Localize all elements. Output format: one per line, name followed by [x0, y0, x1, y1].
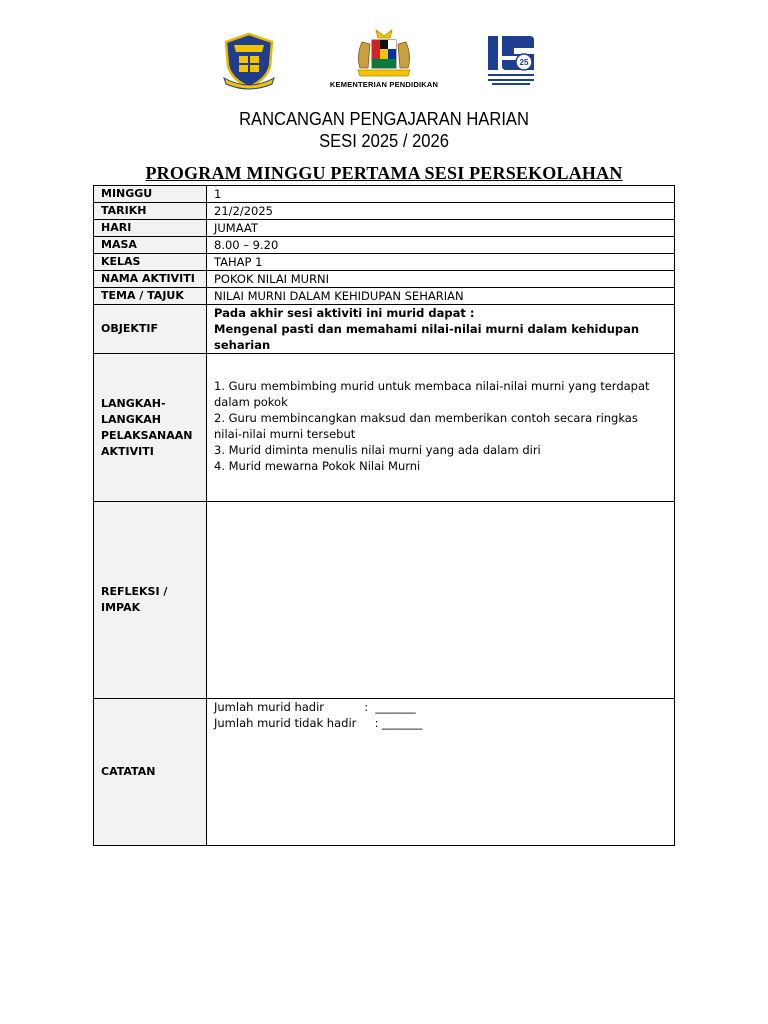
- step-item: 2. Guru membincangkan maksud dan memberikan contoh secara ringkas nilai-nilai murni tersebut: [214, 411, 638, 441]
- label-refleksi-line: IMPAK: [101, 601, 141, 614]
- label-langkah-line: LANGKAH: [101, 412, 162, 426]
- objektif-text: Mengenal pasti dan memahami nilai-nilai murni dalam kehidupan seharian: [214, 322, 640, 352]
- label-objektif: OBJEKTIF: [94, 305, 207, 354]
- label-masa: MASA: [94, 237, 207, 254]
- row-tarikh: [94, 203, 675, 220]
- value-langkah: [207, 354, 675, 502]
- value-kelas: TAHAP 1: [207, 254, 675, 271]
- sss-25-logo-icon: [484, 30, 538, 88]
- value-hari: JUMAAT: [207, 220, 675, 237]
- label-refleksi: [94, 502, 207, 699]
- row-nama-aktiviti: [94, 271, 675, 288]
- value-refleksi: [207, 502, 675, 699]
- svg-text:25: 25: [519, 58, 529, 67]
- ministry-logo: [324, 28, 444, 92]
- row-masa: [94, 237, 675, 254]
- label-langkah: [94, 354, 207, 502]
- value-minggu: 1: [207, 186, 675, 203]
- row-refleksi: [94, 502, 675, 699]
- program-title: PROGRAM MINGGU PERTAMA SESI PERSEKOLAHAN: [145, 163, 623, 183]
- lesson-plan-table: [93, 185, 675, 846]
- row-objektif: [94, 305, 675, 354]
- value-tarikh: 21/2/2025: [207, 203, 675, 220]
- row-hari: [94, 220, 675, 237]
- label-minggu: MINGGU: [94, 186, 207, 203]
- murid-hadir-line: Jumlah murid hadir : _______: [214, 700, 416, 714]
- label-tema: TEMA / TAJUK: [94, 288, 207, 305]
- label-langkah-line: PELAKSANAAN: [101, 428, 193, 442]
- row-kelas: [94, 254, 675, 271]
- row-minggu: [94, 186, 675, 203]
- value-tema: NILAI MURNI DALAM KEHIDUPAN SEHARIAN: [207, 288, 675, 305]
- header-session: SESI 2025 / 2026: [319, 131, 449, 151]
- label-hari: HARI: [94, 220, 207, 237]
- step-item: 1. Guru membimbing murid untuk membaca nilai-nilai murni yang terdapat dalam pokok: [214, 379, 650, 409]
- step-item: 3. Murid diminta menulis nilai murni yang ada dalam diri: [214, 443, 541, 457]
- label-langkah-line: AKTIVITI: [101, 444, 154, 458]
- row-tema: [94, 288, 675, 305]
- step-item: 4. Murid mewarna Pokok Nilai Murni: [214, 459, 421, 473]
- row-langkah: [94, 354, 675, 502]
- label-kelas: KELAS: [94, 254, 207, 271]
- label-catatan: CATATAN: [94, 699, 207, 846]
- school-crest-icon: [220, 32, 278, 90]
- value-masa: 8.00 – 9.20: [207, 237, 675, 254]
- murid-tidak-hadir-line: Jumlah murid tidak hadir : _______: [214, 716, 423, 730]
- document-header: [31, 108, 738, 152]
- value-objektif: [207, 305, 675, 354]
- label-tarikh: TARIKH: [94, 203, 207, 220]
- malaysia-coat-of-arms-icon: [350, 28, 418, 78]
- ministry-caption: KEMENTERIAN PENDIDIKAN: [329, 80, 439, 89]
- value-catatan: [207, 699, 675, 846]
- label-nama-aktiviti: NAMA AKTIVITI: [94, 271, 207, 288]
- logo-bar: [0, 28, 768, 94]
- objektif-intro: Pada akhir sesi aktiviti ini murid dapat :: [214, 306, 475, 320]
- value-nama-aktiviti: POKOK NILAI MURNI: [207, 271, 675, 288]
- header-title: RANCANGAN PENGAJARAN HARIAN: [239, 109, 529, 129]
- label-langkah-line: LANGKAH-: [101, 396, 166, 410]
- label-refleksi-line: REFLEKSI /: [101, 585, 168, 598]
- row-catatan: [94, 699, 675, 846]
